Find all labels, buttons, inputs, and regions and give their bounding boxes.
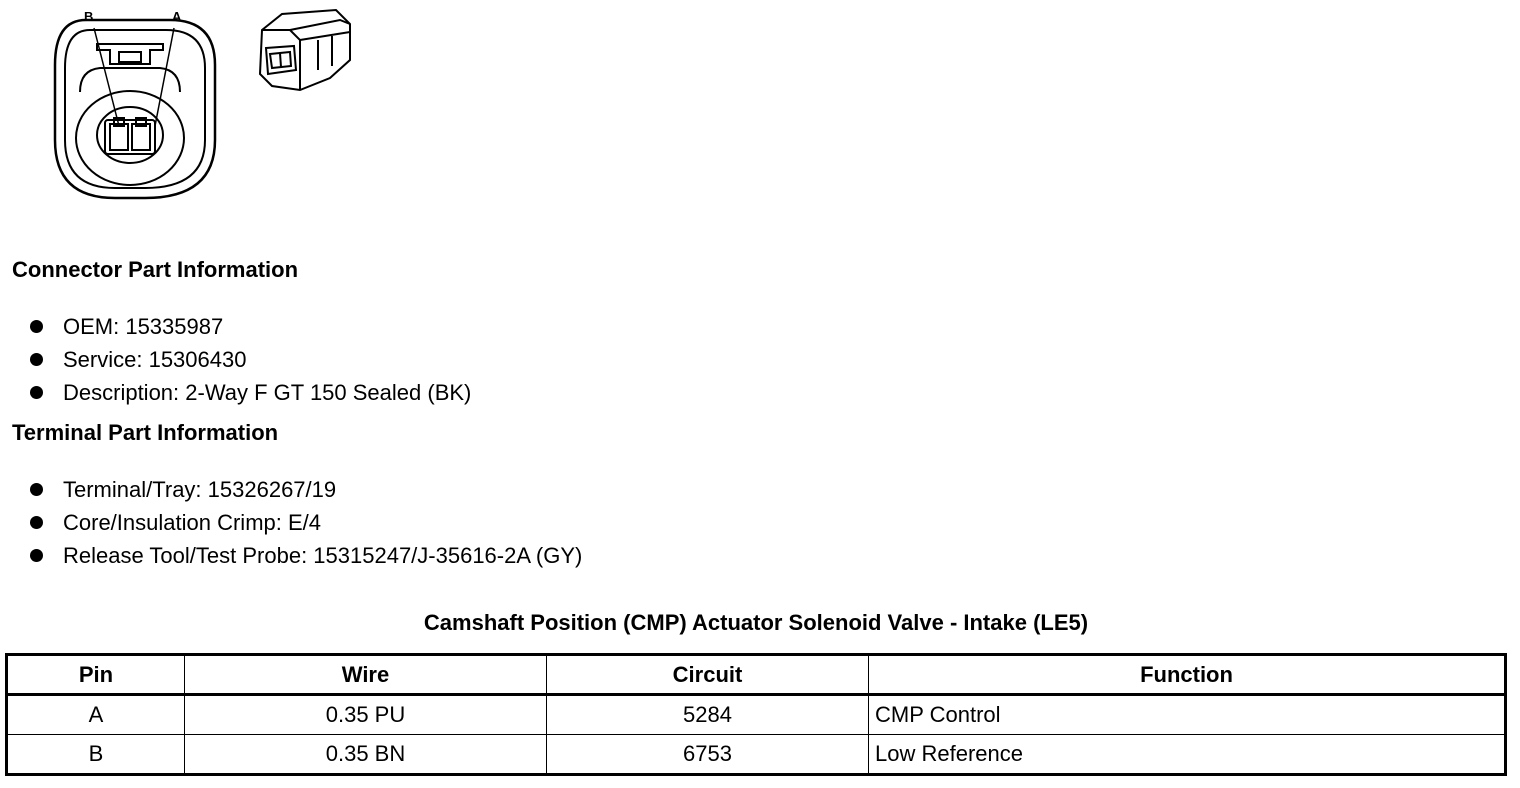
pin-label-b: B [84, 9, 94, 24]
connector-info-oem: OEM: 15335987 [63, 314, 224, 339]
bullet-icon [30, 516, 43, 529]
terminal-info-release-tool: Release Tool/Test Probe: 15315247/J-35616-2A (GY) [63, 543, 583, 568]
connector-part-info-list [28, 310, 471, 409]
pin-table [5, 653, 1507, 776]
bullet-icon [30, 353, 43, 366]
cell-circuit: 6753 [547, 735, 869, 775]
pin-label-a: A [172, 9, 182, 24]
bullet-icon [30, 549, 43, 562]
column-header-function: Function [869, 655, 1506, 695]
table-header-row [7, 655, 1506, 695]
cell-wire: 0.35 BN [185, 735, 547, 775]
bullet-icon [30, 320, 43, 333]
connector-face-view [0, 0, 380, 220]
column-header-circuit: Circuit [547, 655, 869, 695]
cell-function: Low Reference [869, 735, 1506, 775]
terminal-part-info-list [28, 473, 582, 572]
cell-pin: B [7, 735, 185, 775]
terminal-part-info-heading: Terminal Part Information [12, 420, 279, 445]
connector-info-service: Service: 15306430 [63, 347, 247, 372]
list-item [28, 473, 582, 506]
table-row [7, 695, 1506, 735]
list-item [28, 539, 582, 572]
list-item [28, 376, 471, 409]
connector-part-info-heading: Connector Part Information [12, 257, 299, 282]
pin-table-title: Camshaft Position (CMP) Actuator Solenoid Valve - Intake (LE5) [423, 610, 1089, 635]
connector-iso-view [260, 0, 350, 90]
connector-info-description: Description: 2-Way F GT 150 Sealed (BK) [63, 380, 472, 405]
list-item [28, 343, 471, 376]
column-header-wire: Wire [185, 655, 547, 695]
terminal-info-tray: Terminal/Tray: 15326267/19 [63, 477, 337, 502]
cell-function: CMP Control [869, 695, 1506, 735]
list-item [28, 506, 582, 539]
connector-diagram [0, 0, 380, 220]
terminal-info-crimp: Core/Insulation Crimp: E/4 [63, 510, 321, 535]
cell-circuit: 5284 [547, 695, 869, 735]
list-item [28, 310, 471, 343]
column-header-pin: Pin [7, 655, 185, 695]
cell-wire: 0.35 PU [185, 695, 547, 735]
table-row [7, 735, 1506, 775]
bullet-icon [30, 483, 43, 496]
cell-pin: A [7, 695, 185, 735]
bullet-icon [30, 386, 43, 399]
